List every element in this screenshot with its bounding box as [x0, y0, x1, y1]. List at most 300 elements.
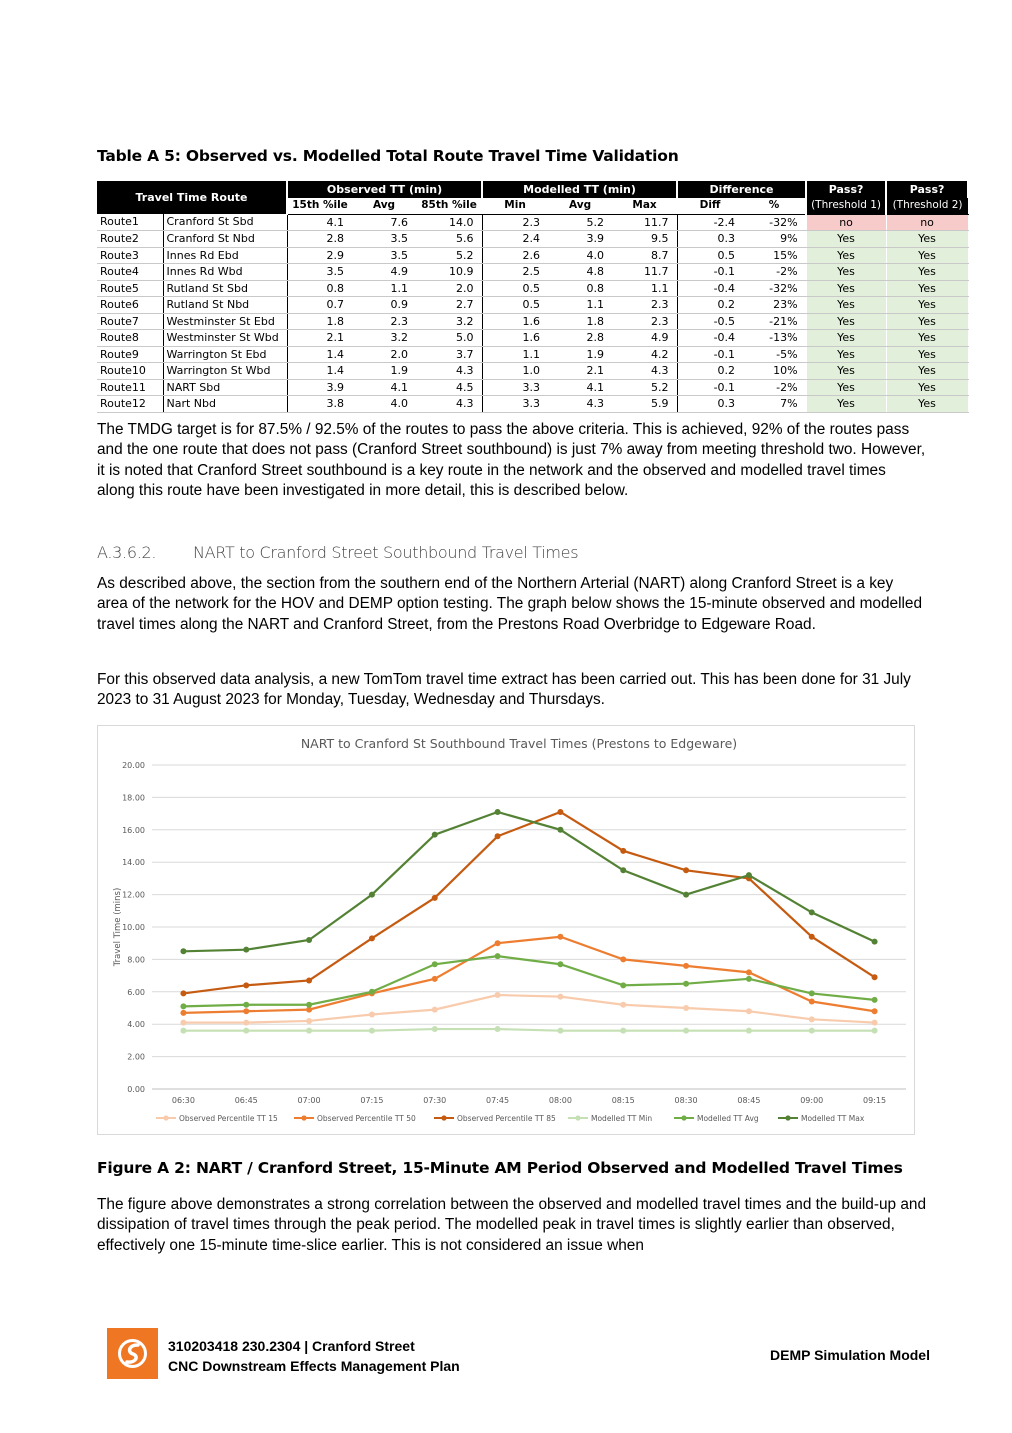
table-row: [97, 346, 968, 363]
section-heading: [97, 543, 578, 562]
cell-route-id: Route12: [97, 396, 163, 413]
legend-label: Observed Percentile TT 50: [317, 1114, 416, 1123]
cell-route-name: Rutland St Nbd: [163, 297, 287, 314]
cell-mod-max: 2.3: [612, 313, 677, 330]
paragraph-description: As described above, the section from the southern end of the Northern Arterial (NART) along Cranford Street is a key area of the network for the HOV and DEMP option testing. The graph below shows the 15-minute observed and modelled travel times along the NART and Cranford Street, from the Prestons Road Overbridge to Edgeware Road.: [97, 575, 923, 633]
cell-route-id: Route2: [97, 231, 163, 248]
data-point: [432, 832, 438, 838]
data-point: [809, 990, 815, 996]
cell-mod-min: 0.5: [482, 280, 548, 297]
cell-obs-15th: 4.1: [287, 214, 352, 231]
cell-pass-2: Yes: [886, 363, 968, 380]
data-point: [620, 1028, 626, 1034]
series-line: [183, 1029, 874, 1031]
cell-mod-avg: 2.8: [548, 330, 612, 347]
data-point: [180, 1010, 186, 1016]
y-axis-label: Travel Time (mins): [113, 887, 123, 967]
cell-obs-15th: 0.7: [287, 297, 352, 314]
cell-pass-1: Yes: [806, 280, 886, 297]
y-tick-label: 2.00: [127, 1052, 145, 1062]
x-tick-label: 07:30: [423, 1096, 447, 1105]
cell-route-name: Westminster St Wbd: [163, 330, 287, 347]
data-point: [620, 867, 626, 873]
cell-route-id: Route9: [97, 346, 163, 363]
cell-diff: -0.1: [677, 264, 743, 281]
data-point: [495, 833, 501, 839]
data-point: [809, 1016, 815, 1022]
x-tick-label: 06:30: [171, 1096, 195, 1105]
cell-obs-avg: 2.3: [352, 313, 416, 330]
cell-diff: -0.4: [677, 330, 743, 347]
subheader-mod-min: Min: [482, 198, 548, 214]
cell-pass-2: Yes: [886, 264, 968, 281]
section-title: NART to Cranford Street Southbound Travel Times: [193, 543, 579, 562]
paragraph-data-analysis: For this observed data analysis, a new TomTom travel time extract has been carried out. This has been done for 31 July 2023 to 31 August 2023 for Monday, Tuesday, Wednesday and Thursdays.: [97, 671, 911, 709]
legend-swatch-marker: [301, 1115, 306, 1120]
data-point: [369, 989, 375, 995]
cell-obs-15th: 3.9: [287, 379, 352, 396]
y-tick-label: 0.00: [127, 1085, 145, 1094]
data-point: [495, 992, 501, 998]
cell-route-name: Warrington St Ebd: [163, 346, 287, 363]
cell-route-id: Route5: [97, 280, 163, 297]
y-tick-label: 14.00: [122, 858, 145, 868]
footer-project: [168, 1336, 460, 1376]
cell-obs-85th: 14.0: [416, 214, 482, 231]
legend-label: Observed Percentile TT 15: [179, 1114, 278, 1123]
cell-obs-avg: 0.9: [352, 297, 416, 314]
cell-mod-avg: 4.8: [548, 264, 612, 281]
cell-obs-15th: 3.5: [287, 264, 352, 281]
series-line: [183, 937, 874, 1013]
cell-obs-85th: 3.7: [416, 346, 482, 363]
cell-mod-max: 4.9: [612, 330, 677, 347]
data-point: [432, 1007, 438, 1013]
cell-obs-85th: 4.3: [416, 396, 482, 413]
cell-mod-min: 1.6: [482, 330, 548, 347]
cell-obs-85th: 3.2: [416, 313, 482, 330]
cell-mod-max: 8.7: [612, 247, 677, 264]
cell-mod-avg: 0.8: [548, 280, 612, 297]
cell-pass-2: Yes: [886, 346, 968, 363]
cell-obs-15th: 1.8: [287, 313, 352, 330]
data-point: [809, 934, 815, 940]
data-point: [746, 1028, 752, 1034]
cell-diff: 0.2: [677, 363, 743, 380]
data-point: [809, 1028, 815, 1034]
data-point: [872, 1008, 878, 1014]
cell-percent: -5%: [743, 346, 806, 363]
company-logo: [107, 1328, 158, 1379]
cell-obs-85th: 5.0: [416, 330, 482, 347]
cell-mod-min: 2.3: [482, 214, 548, 231]
cell-mod-min: 2.4: [482, 231, 548, 248]
cell-route-id: Route8: [97, 330, 163, 347]
cell-obs-15th: 2.1: [287, 330, 352, 347]
data-point: [746, 976, 752, 982]
cell-pass-2: Yes: [886, 231, 968, 248]
cell-route-id: Route3: [97, 247, 163, 264]
data-point: [683, 981, 689, 987]
table-row: [97, 379, 968, 396]
data-point: [369, 892, 375, 898]
cell-route-id: Route10: [97, 363, 163, 380]
cell-pass-2: no: [886, 214, 968, 231]
cell-percent: -32%: [743, 280, 806, 297]
cell-pass-1: Yes: [806, 330, 886, 347]
cell-mod-max: 11.7: [612, 214, 677, 231]
cell-obs-avg: 2.0: [352, 346, 416, 363]
data-point: [243, 1028, 249, 1034]
cell-obs-avg: 4.0: [352, 396, 416, 413]
data-point: [872, 1020, 878, 1026]
data-point: [683, 1005, 689, 1011]
cell-pass-1: no: [806, 214, 886, 231]
data-point: [872, 997, 878, 1003]
cell-route-id: Route11: [97, 379, 163, 396]
cell-diff: 0.5: [677, 247, 743, 264]
y-tick-label: 12.00: [122, 890, 145, 900]
data-point: [620, 956, 626, 962]
cell-diff: 0.3: [677, 396, 743, 413]
cell-percent: -2%: [743, 379, 806, 396]
subheader-obs-85th: 85th %ile: [416, 198, 482, 214]
cell-route-name: Nart Nbd: [163, 396, 287, 413]
cell-mod-max: 5.9: [612, 396, 677, 413]
legend-label: Modelled TT Min: [591, 1114, 653, 1123]
data-point: [495, 809, 501, 815]
cell-obs-15th: 2.9: [287, 247, 352, 264]
data-point: [243, 982, 249, 988]
data-point: [746, 872, 752, 878]
table-row: [97, 330, 968, 347]
cell-diff: 0.3: [677, 231, 743, 248]
table-row: [97, 363, 968, 380]
header-route: Travel Time Route: [97, 181, 287, 214]
validation-table: [97, 181, 969, 413]
x-tick-label: 08:15: [611, 1096, 635, 1105]
cell-percent: 9%: [743, 231, 806, 248]
cell-diff: -0.4: [677, 280, 743, 297]
series-line: [183, 812, 874, 951]
y-tick-label: 4.00: [127, 1020, 145, 1030]
cell-mod-max: 1.1: [612, 280, 677, 297]
cell-diff: -2.4: [677, 214, 743, 231]
data-point: [306, 937, 312, 943]
cell-obs-15th: 1.4: [287, 346, 352, 363]
cell-obs-85th: 10.9: [416, 264, 482, 281]
cell-obs-85th: 4.3: [416, 363, 482, 380]
cell-percent: 23%: [743, 297, 806, 314]
cell-mod-min: 1.1: [482, 346, 548, 363]
cell-diff: -0.5: [677, 313, 743, 330]
data-point: [557, 1028, 563, 1034]
cell-pass-2: Yes: [886, 396, 968, 413]
x-tick-label: 09:15: [863, 1096, 887, 1105]
cell-mod-avg: 4.0: [548, 247, 612, 264]
cell-obs-15th: 1.4: [287, 363, 352, 380]
footer-project-title: CNC Downstream Effects Management Plan: [168, 1358, 460, 1374]
x-tick-label: 07:15: [360, 1096, 384, 1105]
x-tick-label: 06:45: [234, 1096, 258, 1105]
cell-mod-min: 1.6: [482, 313, 548, 330]
x-tick-label: 08:00: [548, 1096, 572, 1105]
cell-mod-min: 2.5: [482, 264, 548, 281]
legend-label: Modelled TT Max: [801, 1114, 865, 1123]
cell-route-name: Innes Rd Ebd: [163, 247, 287, 264]
table-row: [97, 214, 968, 231]
data-point: [180, 1028, 186, 1034]
subheader-mod-max: Max: [612, 198, 677, 214]
data-point: [557, 961, 563, 967]
table-row: [97, 231, 968, 248]
cell-obs-15th: 3.8: [287, 396, 352, 413]
data-point: [243, 1020, 249, 1026]
cell-obs-avg: 1.9: [352, 363, 416, 380]
cell-route-id: Route4: [97, 264, 163, 281]
header-modelled: Modelled TT (min): [482, 181, 677, 198]
data-point: [306, 1028, 312, 1034]
cell-obs-avg: 1.1: [352, 280, 416, 297]
cell-mod-max: 11.7: [612, 264, 677, 281]
footer-document-title: DEMP Simulation Model: [770, 1347, 930, 1363]
cell-route-name: Warrington St Wbd: [163, 363, 287, 380]
data-point: [180, 1003, 186, 1009]
table-row: [97, 280, 968, 297]
data-point: [872, 939, 878, 945]
subheader-mod-avg: Avg: [548, 198, 612, 214]
data-point: [432, 1026, 438, 1032]
cell-pass-1: Yes: [806, 396, 886, 413]
data-point: [872, 1028, 878, 1034]
cell-pass-2: Yes: [886, 330, 968, 347]
data-point: [432, 961, 438, 967]
cell-obs-avg: 3.5: [352, 231, 416, 248]
data-point: [557, 827, 563, 833]
table-row: [97, 264, 968, 281]
data-point: [620, 1002, 626, 1008]
cell-route-id: Route7: [97, 313, 163, 330]
cell-pass-2: Yes: [886, 247, 968, 264]
cell-route-name: Innes Rd Wbd: [163, 264, 287, 281]
data-point: [557, 934, 563, 940]
table-row: [97, 313, 968, 330]
section-number: A.3.6.2.: [97, 543, 157, 562]
header-pass-1: Pass?: [806, 181, 886, 198]
cell-mod-avg: 5.2: [548, 214, 612, 231]
data-point: [683, 892, 689, 898]
figure-caption: Figure A 2: NART / Cranford Street, 15-Minute AM Period Observed and Modelled Travel Times: [97, 1159, 903, 1177]
y-tick-label: 10.00: [122, 923, 145, 932]
cell-pass-1: Yes: [806, 379, 886, 396]
data-point: [180, 1020, 186, 1026]
data-point: [432, 976, 438, 982]
logo-mark-icon: [107, 1328, 158, 1379]
legend-swatch-marker: [163, 1115, 168, 1120]
data-point: [746, 969, 752, 975]
cell-pass-2: Yes: [886, 379, 968, 396]
legend-label: Observed Percentile TT 85: [457, 1114, 556, 1123]
cell-mod-max: 4.3: [612, 363, 677, 380]
cell-diff: 0.2: [677, 297, 743, 314]
data-point: [809, 999, 815, 1005]
legend-label: Modelled TT Avg: [697, 1114, 759, 1123]
cell-obs-avg: 4.9: [352, 264, 416, 281]
cell-obs-85th: 2.0: [416, 280, 482, 297]
data-point: [243, 1008, 249, 1014]
cell-mod-max: 2.3: [612, 297, 677, 314]
cell-percent: 10%: [743, 363, 806, 380]
cell-obs-85th: 5.6: [416, 231, 482, 248]
cell-obs-avg: 3.2: [352, 330, 416, 347]
data-point: [746, 1008, 752, 1014]
paragraph-target: The TMDG target is for 87.5% / 92.5% of the routes to pass the above criteria. This is achieved, 92% of the routes pass and the one route that does not pass (Cranford Street southbound) is just 7% away from meeting threshold two. However, it is noted that Cranford Street southbound is a key route in the network and the observed and modelled travel times along this route have been investigated in more detail, this is described below.: [97, 421, 926, 500]
cell-route-id: Route6: [97, 297, 163, 314]
cell-pass-1: Yes: [806, 247, 886, 264]
subheader-obs-avg: Avg: [352, 198, 416, 214]
cell-obs-15th: 0.8: [287, 280, 352, 297]
data-point: [369, 935, 375, 941]
subheader-diff: Diff: [677, 198, 743, 214]
legend-swatch-marker: [785, 1115, 790, 1120]
series-line: [183, 812, 874, 993]
cell-pass-1: Yes: [806, 313, 886, 330]
y-tick-label: 8.00: [127, 955, 145, 965]
cell-percent: 15%: [743, 247, 806, 264]
x-tick-label: 07:00: [297, 1096, 321, 1105]
cell-mod-avg: 2.1: [548, 363, 612, 380]
legend-swatch-marker: [575, 1115, 580, 1120]
cell-mod-avg: 4.3: [548, 396, 612, 413]
cell-mod-min: 0.5: [482, 297, 548, 314]
cell-percent: 7%: [743, 396, 806, 413]
cell-diff: -0.1: [677, 346, 743, 363]
cell-pass-1: Yes: [806, 363, 886, 380]
cell-obs-85th: 5.2: [416, 247, 482, 264]
data-point: [683, 1028, 689, 1034]
x-tick-label: 09:00: [800, 1096, 824, 1105]
cell-route-name: Westminster St Ebd: [163, 313, 287, 330]
cell-pass-1: Yes: [806, 264, 886, 281]
data-point: [620, 982, 626, 988]
data-point: [683, 867, 689, 873]
data-point: [369, 1011, 375, 1017]
cell-obs-15th: 2.8: [287, 231, 352, 248]
data-point: [306, 1002, 312, 1008]
y-tick-label: 18.00: [122, 793, 145, 803]
paragraph-correlation: The figure above demonstrates a strong correlation between the observed and modelled travel times and the build-up and dissipation of travel times through the peak period. The modelled peak in travel times is slightly earlier than observed, effectively one 15-minute time-slice earlier. This is not considered an issue when: [97, 1196, 927, 1254]
subheader-threshold-2: (Threshold 2): [886, 198, 968, 214]
chart-title: NART to Cranford St Southbound Travel Times (Prestons to Edgeware): [300, 736, 738, 751]
x-tick-label: 08:45: [737, 1096, 761, 1105]
legend-swatch-marker: [441, 1115, 446, 1120]
y-tick-label: 16.00: [122, 825, 145, 835]
data-point: [306, 1018, 312, 1024]
cell-pass-1: Yes: [806, 231, 886, 248]
cell-mod-avg: 1.1: [548, 297, 612, 314]
cell-obs-avg: 4.1: [352, 379, 416, 396]
data-point: [872, 974, 878, 980]
cell-pass-2: Yes: [886, 313, 968, 330]
cell-pass-2: Yes: [886, 297, 968, 314]
cell-route-name: Cranford St Sbd: [163, 214, 287, 231]
header-pass-2: Pass?: [886, 181, 968, 198]
data-point: [432, 895, 438, 901]
cell-pass-2: Yes: [886, 280, 968, 297]
cell-pass-1: Yes: [806, 297, 886, 314]
cell-mod-max: 5.2: [612, 379, 677, 396]
cell-obs-avg: 3.5: [352, 247, 416, 264]
data-point: [809, 909, 815, 915]
cell-mod-min: 2.6: [482, 247, 548, 264]
cell-mod-min: 3.3: [482, 396, 548, 413]
cell-diff: -0.1: [677, 379, 743, 396]
cell-pass-1: Yes: [806, 346, 886, 363]
cell-route-name: Cranford St Nbd: [163, 231, 287, 248]
header-observed: Observed TT (min): [287, 181, 482, 198]
cell-route-name: NART Sbd: [163, 379, 287, 396]
table-row: [97, 297, 968, 314]
table-row: [97, 396, 968, 413]
cell-mod-min: 1.0: [482, 363, 548, 380]
data-point: [683, 963, 689, 969]
data-point: [495, 953, 501, 959]
cell-mod-max: 9.5: [612, 231, 677, 248]
cell-mod-max: 4.2: [612, 346, 677, 363]
data-point: [495, 940, 501, 946]
cell-mod-avg: 1.8: [548, 313, 612, 330]
cell-percent: -13%: [743, 330, 806, 347]
subheader-threshold-1: (Threshold 1): [806, 198, 886, 214]
header-difference: Difference: [677, 181, 806, 198]
subheader-obs-15th: 15th %ile: [287, 198, 352, 214]
subheader-percent: %: [743, 198, 806, 214]
travel-time-chart: [98, 726, 914, 1134]
table-body: [97, 214, 968, 412]
cell-mod-avg: 3.9: [548, 231, 612, 248]
x-tick-label: 08:30: [674, 1096, 698, 1105]
x-tick-label: 07:45: [486, 1096, 510, 1105]
cell-obs-avg: 7.6: [352, 214, 416, 231]
cell-percent: -21%: [743, 313, 806, 330]
data-point: [243, 947, 249, 953]
table-row: [97, 247, 968, 264]
table-caption: Table A 5: Observed vs. Modelled Total Route Travel Time Validation: [97, 147, 679, 165]
chart-frame: [97, 725, 915, 1135]
data-point: [243, 1002, 249, 1008]
cell-mod-min: 3.3: [482, 379, 548, 396]
series-line: [183, 995, 874, 1023]
legend-swatch-marker: [681, 1115, 686, 1120]
cell-obs-85th: 2.7: [416, 297, 482, 314]
data-point: [557, 994, 563, 1000]
data-point: [306, 977, 312, 983]
data-point: [369, 1028, 375, 1034]
data-point: [557, 809, 563, 815]
cell-route-name: Rutland St Sbd: [163, 280, 287, 297]
data-point: [620, 848, 626, 854]
y-tick-label: 20.00: [122, 761, 145, 770]
data-point: [495, 1026, 501, 1032]
cell-percent: -32%: [743, 214, 806, 231]
data-point: [180, 990, 186, 996]
cell-mod-avg: 1.9: [548, 346, 612, 363]
cell-mod-avg: 4.1: [548, 379, 612, 396]
data-point: [180, 948, 186, 954]
cell-obs-85th: 4.5: [416, 379, 482, 396]
y-tick-label: 6.00: [127, 987, 145, 997]
footer-project-number: 310203418 230.2304 | Cranford Street: [168, 1338, 415, 1354]
